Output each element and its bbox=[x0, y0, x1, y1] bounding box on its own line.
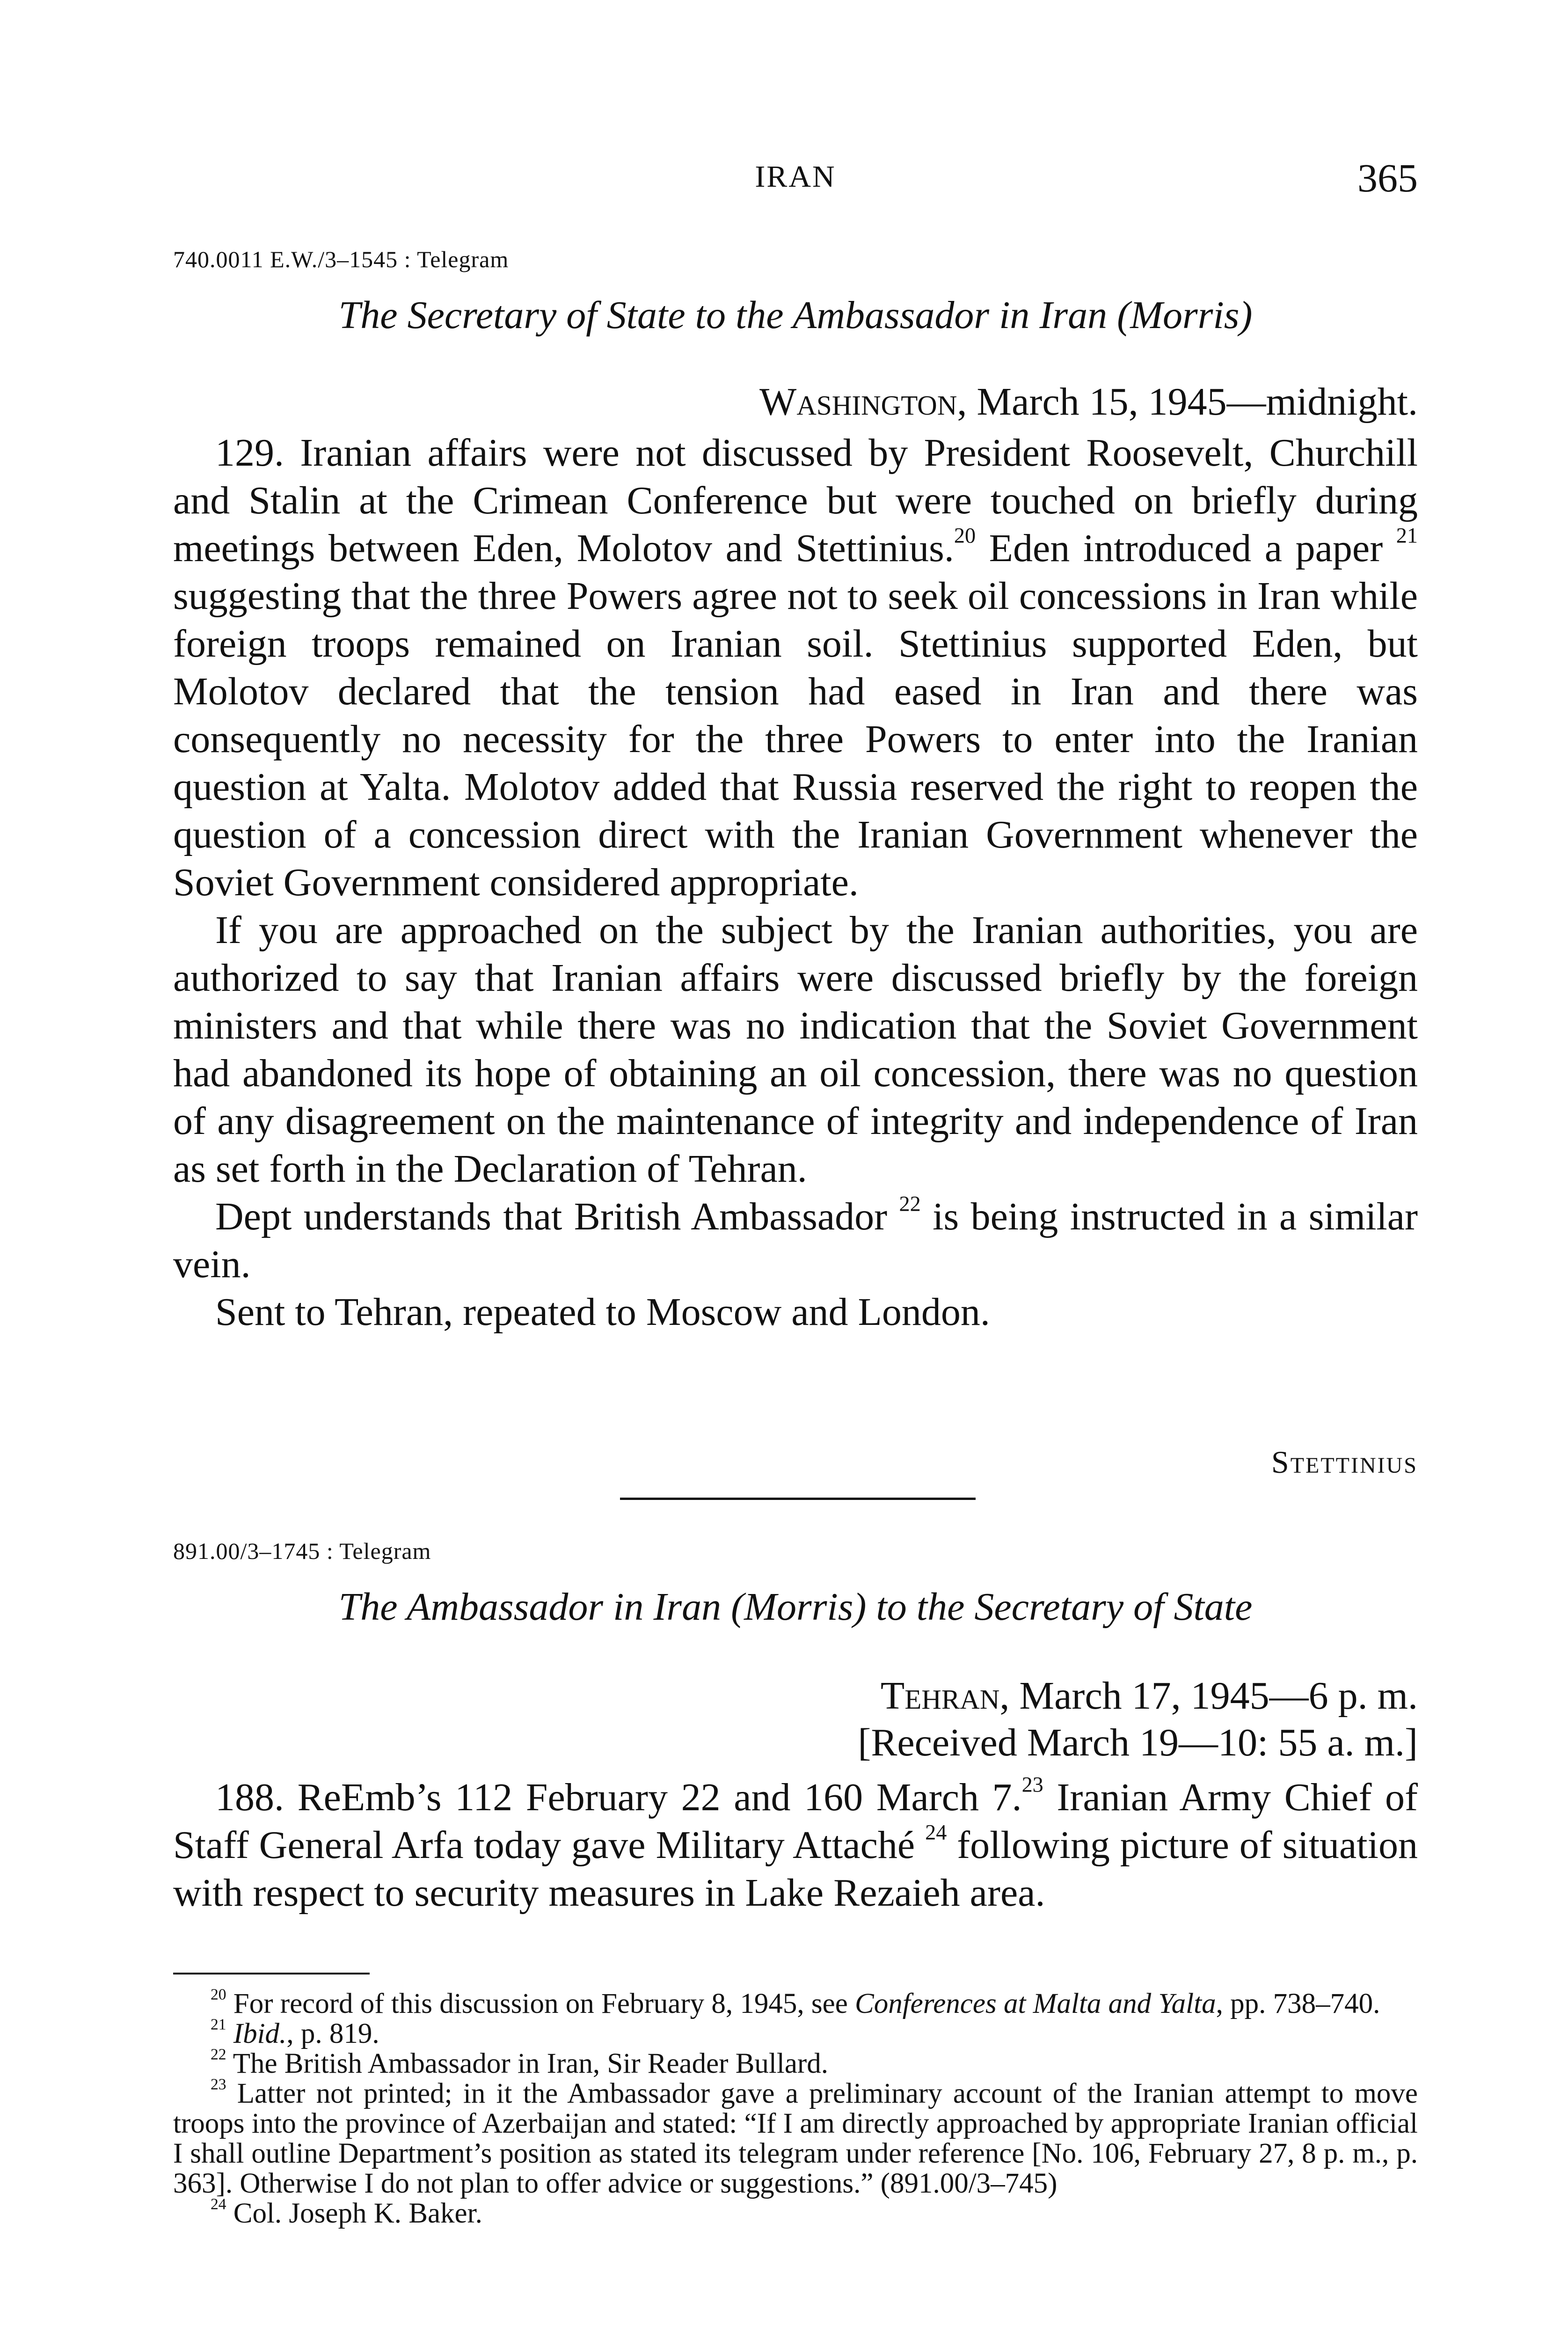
footnote-ref-21: 21 bbox=[1396, 523, 1418, 548]
doc2-file-reference: 891.00/3–1745 : Telegram bbox=[173, 1538, 431, 1564]
doc2-p1-text-c: following picture of situation with respect to security measures in Lake Rezaieh area. bbox=[173, 1823, 1418, 1915]
doc1-p1-text-b: Eden introduced a paper bbox=[976, 526, 1396, 570]
footnote-italic-title: Conferences at Malta and Yalta bbox=[855, 1988, 1216, 2019]
doc1-paragraph-2: If you are approached on the subject by the Iranian authorities, you are authorized to say that Iranian affairs were discussed briefly by the foreign ministers and that while there was no indication that the Soviet Government had abandoned its hope of obtaining an oil concession, there was no question of any disagreement on the maintenance of integrity and independence of Iran as set forth in the Declaration of Tehran. bbox=[173, 908, 1418, 1191]
doc2-p1-text-a: 188. ReEmb’s 112 February 22 and 160 March 7. bbox=[215, 1776, 1022, 1819]
footnote-italic-title: Ibid. bbox=[226, 2018, 287, 2049]
footnote-21 bbox=[173, 2016, 1418, 2049]
footnote-number: 23 bbox=[211, 2076, 226, 2093]
footnote-20 bbox=[173, 1986, 1418, 2019]
doc1-dateline-date: March 15, 1945—midnight. bbox=[977, 380, 1418, 424]
footnote-text: The British Ambassador in Iran, Sir Reader Bullard. bbox=[226, 2048, 828, 2079]
doc2-received-line: [Received March 19—10: 55 a. m.] bbox=[858, 1721, 1418, 1764]
footnote-24 bbox=[173, 2195, 1418, 2229]
footnote-number: 22 bbox=[211, 2046, 226, 2063]
doc1-p1-text-a: 129. Iranian affairs were not discussed by President Roosevelt, Churchill and Stalin at the Crimean Conference but were touched on briefly during meetings between Eden, Molotov and Stettinius. bbox=[173, 431, 1418, 570]
footnote-divider bbox=[173, 1973, 370, 1974]
footnote-text: Col. Joseph K. Baker. bbox=[226, 2198, 482, 2229]
footnote-ref-24: 24 bbox=[925, 1820, 947, 1844]
doc1-title: The Secretary of State to the Ambassador in Iran (Morris) bbox=[338, 293, 1253, 337]
running-head: IRAN bbox=[755, 160, 836, 194]
footnote-number: 21 bbox=[211, 2016, 226, 2033]
doc2-title: The Ambassador in Iran (Morris) to the Secretary of State bbox=[338, 1585, 1253, 1629]
footnote-text: , p. 819. bbox=[286, 2018, 379, 2049]
doc2-dateline-date: March 17, 1945—6 p. m. bbox=[1019, 1674, 1418, 1718]
doc2-p1-text-b: Iranian Army Chief of Staff General Arfa today gave Military Attaché bbox=[173, 1776, 1418, 1867]
doc1-signature: Stettinius bbox=[1271, 1444, 1418, 1480]
footnote-ref-20: 20 bbox=[954, 523, 976, 548]
doc1-dateline-place: Washington, bbox=[759, 380, 967, 424]
footnote-text: For record of this discussion on February 8, 1945, see bbox=[226, 1988, 855, 2019]
doc2-paragraph-1 bbox=[173, 1774, 1418, 1917]
section-divider bbox=[620, 1498, 976, 1500]
doc2-dateline bbox=[881, 1673, 1418, 1718]
footnote-ref-23: 23 bbox=[1021, 1772, 1043, 1797]
footnote-ref-22: 22 bbox=[899, 1192, 921, 1216]
doc1-p3-text-a: Dept understands that British Ambassador bbox=[215, 1195, 899, 1238]
doc1-body bbox=[173, 429, 1418, 1336]
footnote-22 bbox=[173, 2046, 1418, 2079]
footnote-text: Latter not printed; in it the Ambassador gave a preliminary account of the Iranian attempt to move troops into the province of Azerbaijan and stated: “If I am directly approached by appropriate Iranian official I shall outline Department’s position as stated its telegram under reference [No. 106, February 27, 8 p. m., p. 363]. Otherwise I do not plan to offer advice or suggestions.” (891.00/3–745) bbox=[173, 2078, 1418, 2199]
footnote-number: 20 bbox=[211, 1986, 226, 2004]
doc1-paragraph-3 bbox=[173, 1193, 1418, 1288]
footnote-23 bbox=[173, 2076, 1418, 2199]
doc1-file-reference: 740.0011 E.W./3–1545 : Telegram bbox=[173, 246, 509, 272]
doc1-p1-text-c: suggesting that the three Powers agree not to seek oil concessions in Iran while foreign troops remained on Iranian soil. Stettinius supported Eden, but Molotov declared that the tension had eased in Iran and there was consequently no necessity for the three Powers to enter into the Iranian question at Yalta. Molotov added that Russia reserved the right to reopen the question of a concession direct with the Iranian Government whenever the Soviet Government considered appropriate. bbox=[173, 574, 1418, 904]
doc2-dateline-place: Tehran, bbox=[880, 1674, 1010, 1718]
doc2-body bbox=[173, 1774, 1418, 1917]
footnotes bbox=[173, 1986, 1418, 2229]
doc1-dateline bbox=[759, 379, 1418, 424]
footnote-number: 24 bbox=[211, 2195, 226, 2213]
page-header bbox=[173, 154, 1418, 206]
doc1-paragraph-1 bbox=[173, 429, 1418, 907]
doc1-p3-text-b: is being instructed in a similar vein. bbox=[173, 1195, 1418, 1286]
footnote-text: , pp. 738–740. bbox=[1216, 1988, 1380, 2019]
page-number: 365 bbox=[1357, 155, 1418, 200]
doc1-paragraph-4: Sent to Tehran, repeated to Moscow and London. bbox=[215, 1290, 990, 1334]
